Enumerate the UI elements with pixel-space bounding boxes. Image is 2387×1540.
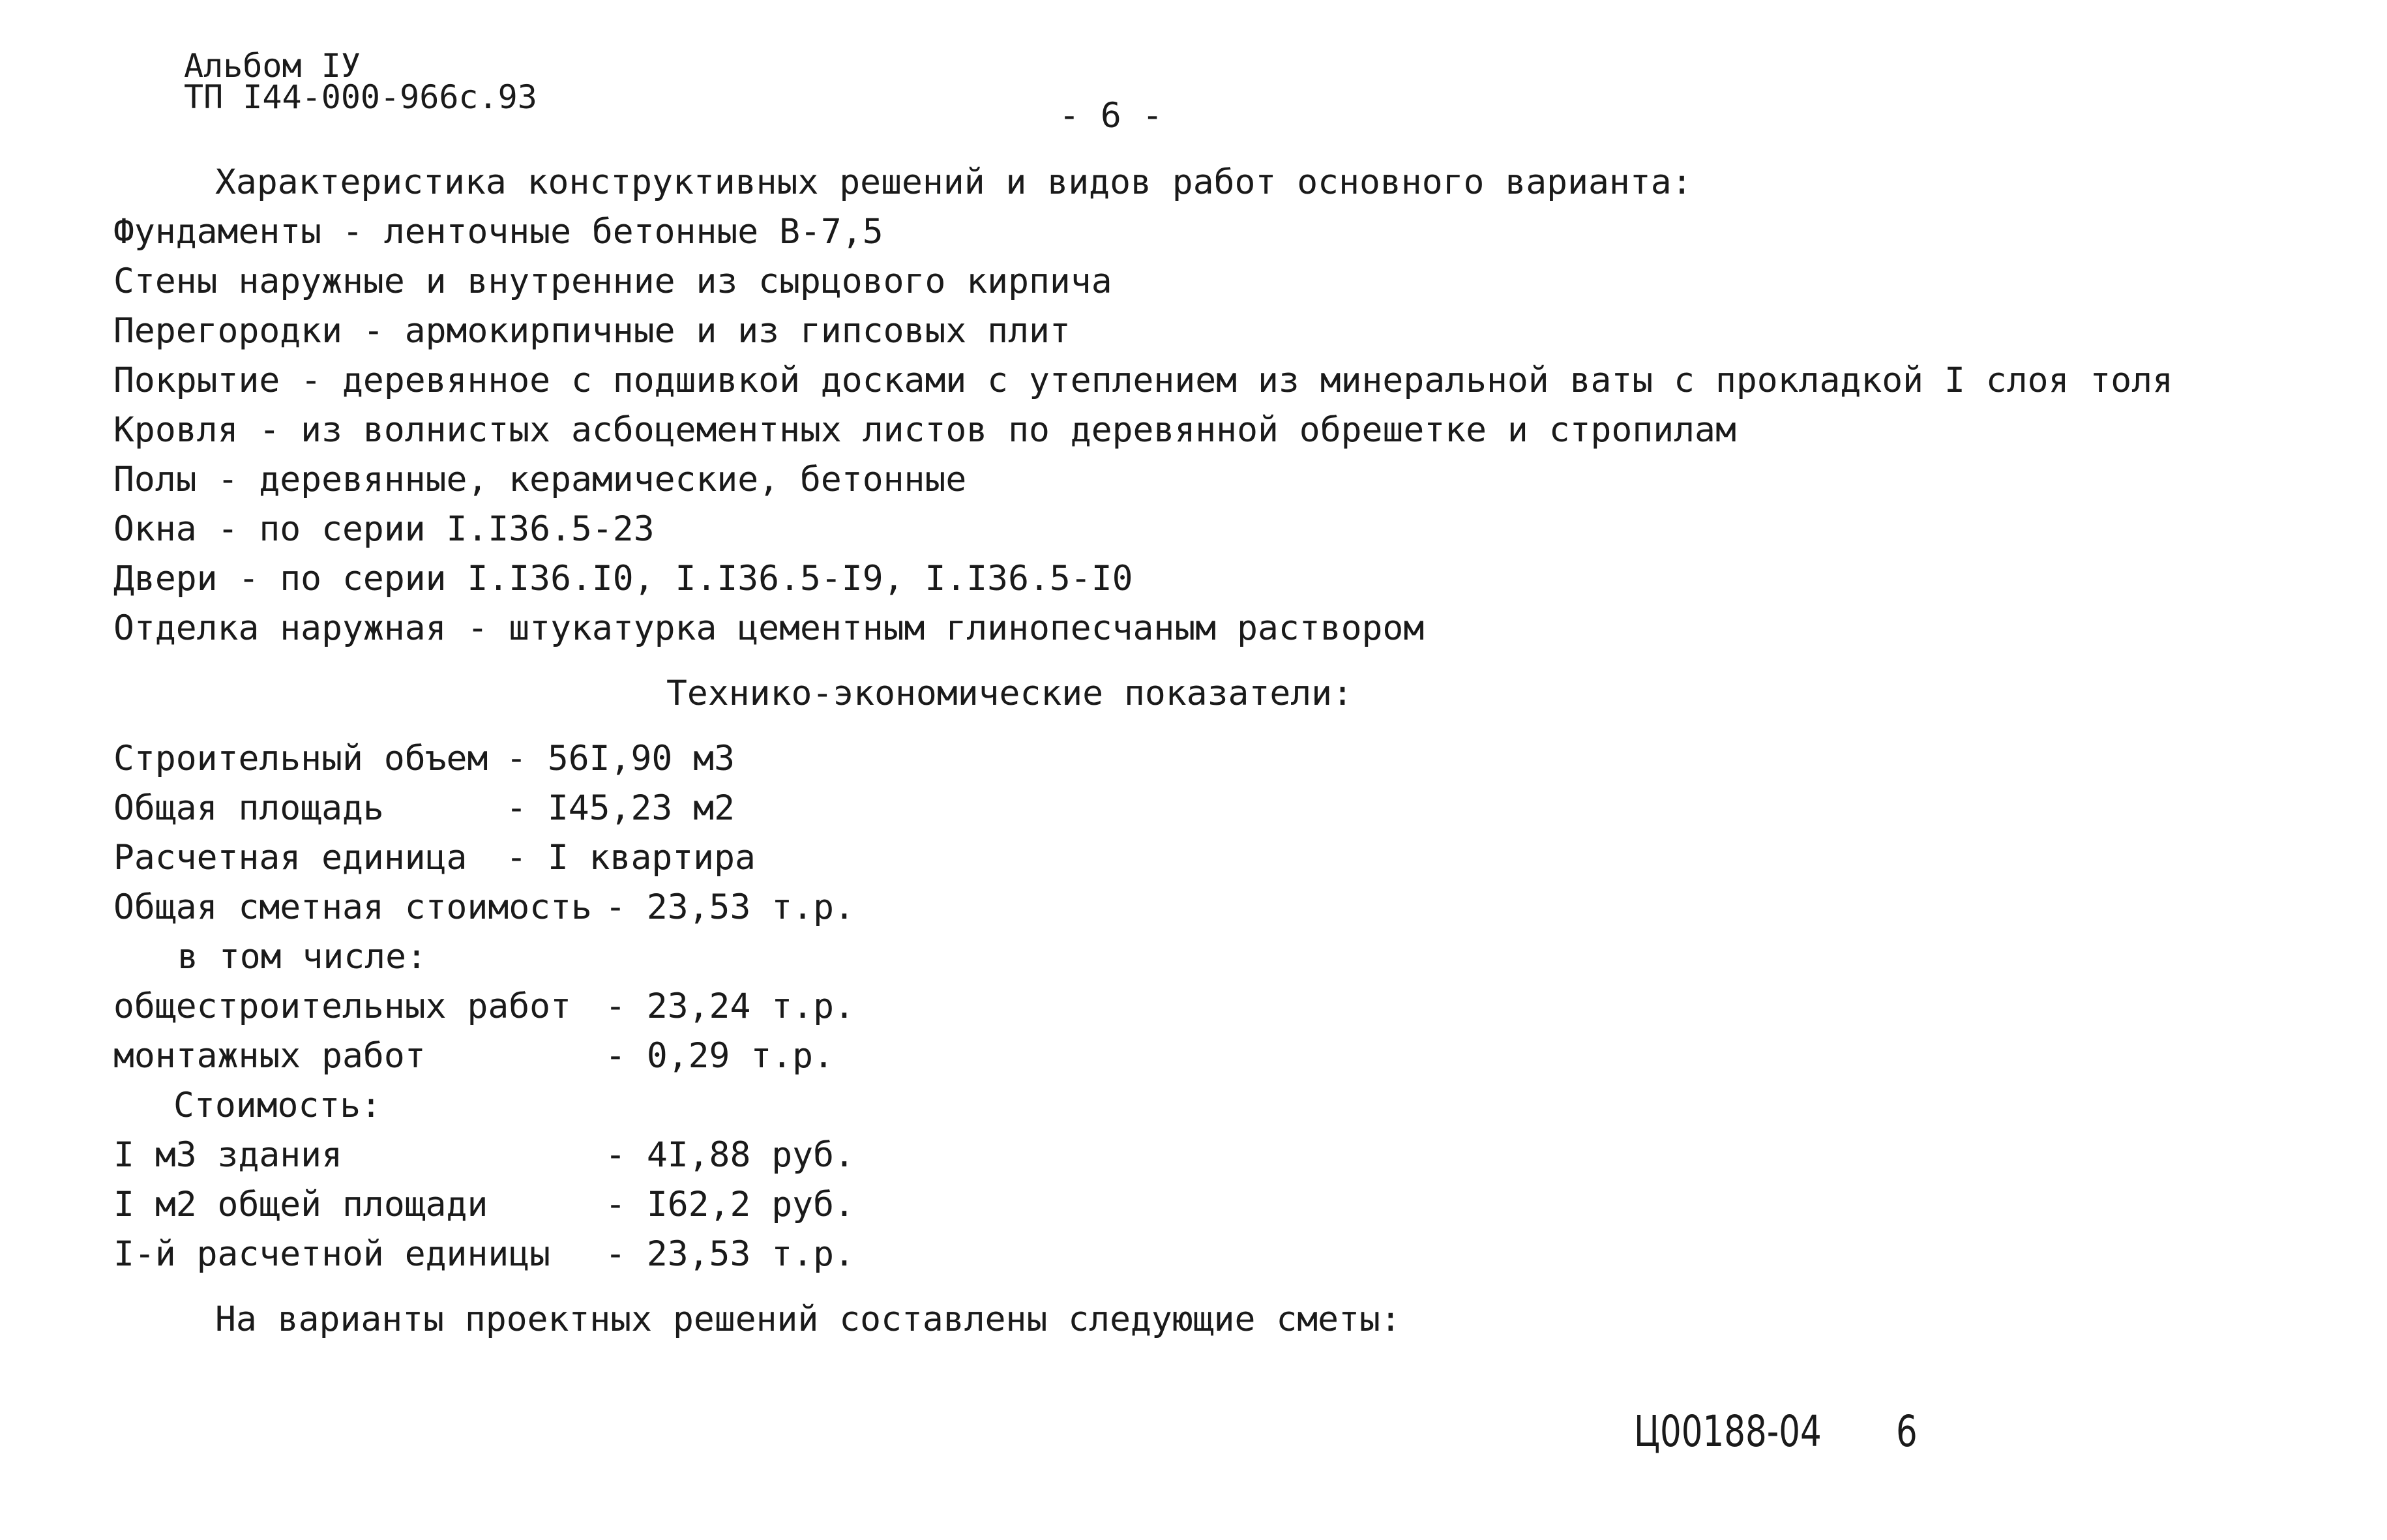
including-label-general: общестроительных работ bbox=[113, 986, 571, 1026]
constructive-heading: Характеристика конструктивных решений и видов работ основного варианта: bbox=[215, 162, 1693, 202]
constructive-line-finishing: Отделка наружная - штукатурка цементным глинопесчаным раствором bbox=[113, 608, 1425, 648]
constructive-line-floors: Полы - деревянные, керамические, бетонные bbox=[113, 460, 967, 499]
constructive-line-partitions: Перегородки - армокирпичные и из гипсовых плит bbox=[113, 311, 1071, 351]
indicator-label-unit: Расчетная единица bbox=[113, 838, 467, 878]
indicators-heading: Технико-экономические показатели: bbox=[666, 674, 1353, 713]
cost-value-per-unit: - 23,53 т.р. bbox=[605, 1234, 855, 1274]
indicator-value-total-cost: - 23,53 т.р. bbox=[605, 887, 855, 927]
footer-stamp-code: Ц00188-04 bbox=[1634, 1406, 1822, 1457]
cost-label: Стоимость: bbox=[173, 1086, 382, 1125]
indicator-label-area: Общая площадь bbox=[113, 788, 384, 828]
cost-value-per-m3: - 4I,88 руб. bbox=[605, 1135, 855, 1175]
cost-label-per-m3: I м3 здания bbox=[113, 1135, 342, 1175]
document-code: ТП I44-000-966с.93 bbox=[184, 78, 537, 116]
indicator-value-volume: - 56I,90 м3 bbox=[506, 739, 735, 778]
constructive-line-covering: Покрытие - деревянное с подшивкой досками с утеплением из минеральной ваты с прокладкой I слоя толя bbox=[113, 361, 2173, 400]
including-value-mounting: - 0,29 т.р. bbox=[605, 1036, 834, 1076]
indicator-label-total-cost: Общая сметная стоимость bbox=[113, 887, 592, 927]
indicator-value-area: - I45,23 м2 bbox=[506, 788, 735, 828]
page-number: - 6 - bbox=[1059, 96, 1163, 136]
indicator-value-unit: - I квартира bbox=[506, 838, 756, 878]
cost-value-per-m2: - I62,2 руб. bbox=[605, 1185, 855, 1224]
constructive-line-foundations: Фундаменты - ленточные бетонные В-7,5 bbox=[113, 212, 883, 252]
constructive-line-doors: Двери - по серии I.I36.I0, I.I36.5-I9, I.I36.5-I0 bbox=[113, 559, 1133, 599]
album-label: Альбом IУ bbox=[184, 47, 361, 85]
constructive-line-walls: Стены наружные и внутренние из сырцового кирпича bbox=[113, 261, 1112, 301]
constructive-line-roof: Кровля - из волнистых асбоцементных листов по деревянной обрешетке и стропилам bbox=[113, 410, 1736, 450]
constructive-line-windows: Окна - по серии I.I36.5-23 bbox=[113, 509, 655, 549]
including-label-mounting: монтажных работ bbox=[113, 1036, 426, 1076]
cost-label-per-m2: I м2 общей площади bbox=[113, 1185, 488, 1224]
indicator-label-volume: Строительный объем bbox=[113, 739, 488, 778]
cost-label-per-unit: I-й расчетной единицы bbox=[113, 1234, 551, 1274]
including-label: в том числе: bbox=[177, 937, 427, 977]
including-value-general: - 23,24 т.р. bbox=[605, 986, 855, 1026]
footer-stamp-page: 6 bbox=[1896, 1406, 1918, 1457]
closing-sentence: На варианты проектных решений составлены следующие сметы: bbox=[215, 1299, 1401, 1339]
